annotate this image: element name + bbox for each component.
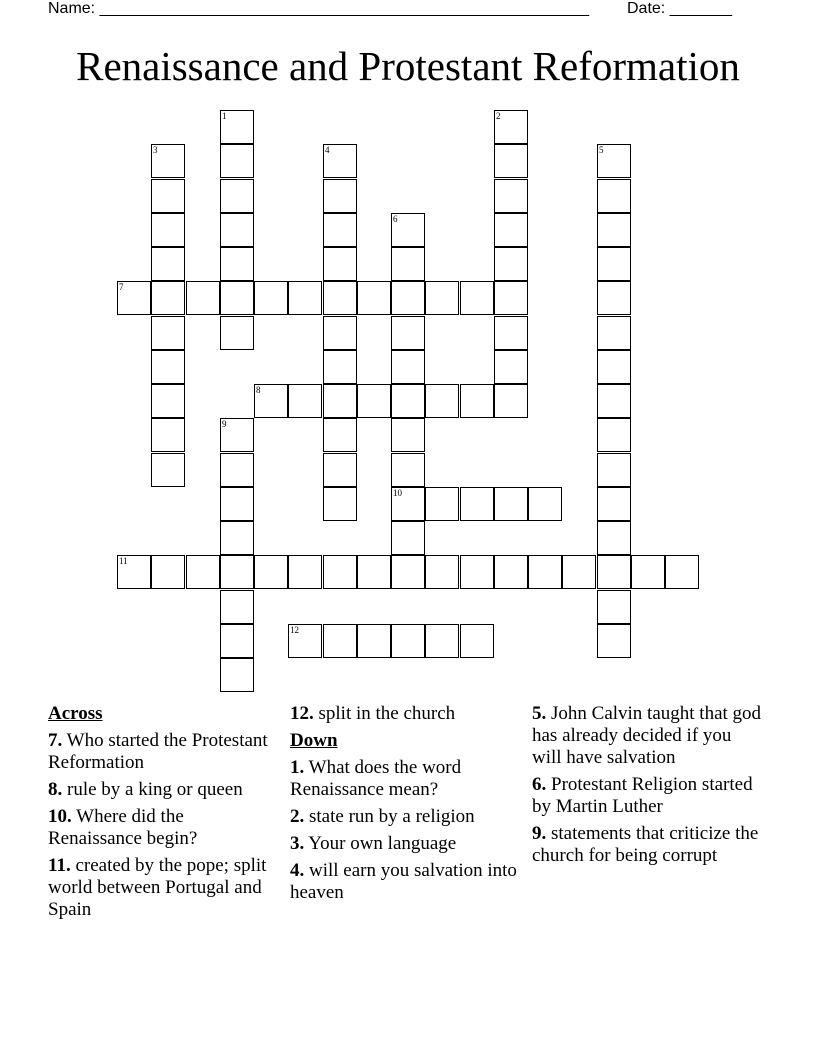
grid-cell[interactable]	[528, 555, 562, 589]
grid-cell[interactable]	[460, 555, 494, 589]
grid-cell[interactable]	[391, 624, 425, 658]
grid-cell[interactable]	[494, 213, 528, 247]
grid-cell[interactable]	[220, 110, 254, 144]
grid-cell[interactable]	[323, 418, 357, 452]
grid-cell[interactable]	[220, 624, 254, 658]
clue-number: 11	[119, 556, 128, 566]
grid-cell[interactable]	[597, 590, 631, 624]
grid-cell[interactable]	[460, 624, 494, 658]
grid-cell[interactable]	[117, 555, 151, 589]
clue-number: 7	[119, 282, 124, 292]
grid-cell[interactable]	[597, 213, 631, 247]
grid-cell[interactable]	[151, 179, 185, 213]
grid-cell[interactable]	[220, 555, 254, 589]
grid-cell[interactable]	[220, 316, 254, 350]
grid-cell[interactable]	[425, 384, 459, 418]
grid-cell[interactable]	[494, 281, 528, 315]
clue-number: 10	[393, 488, 402, 498]
clue-down-6: 6. Protestant Religion started by Martin Luther	[532, 774, 753, 817]
grid-cell[interactable]	[220, 590, 254, 624]
grid-cell[interactable]	[425, 624, 459, 658]
grid-cell[interactable]	[391, 281, 425, 315]
grid-cell[interactable]	[528, 487, 562, 521]
grid-cell[interactable]	[597, 247, 631, 281]
clue-number: 9	[222, 419, 227, 429]
clue-number: 2	[496, 111, 501, 121]
grid-cell[interactable]	[151, 453, 185, 487]
clue-across-8: 8. rule by a king or queen	[48, 779, 243, 800]
grid-cell[interactable]	[597, 418, 631, 452]
clues-column-3	[532, 703, 764, 872]
grid-cell[interactable]	[254, 555, 288, 589]
grid-cell[interactable]	[220, 247, 254, 281]
grid-cell[interactable]	[151, 316, 185, 350]
grid-cell[interactable]	[597, 144, 631, 178]
grid-cell[interactable]	[220, 213, 254, 247]
grid-cell[interactable]	[391, 453, 425, 487]
grid-cell[interactable]	[665, 555, 699, 589]
grid-cell[interactable]	[494, 384, 528, 418]
grid-cell[interactable]	[494, 179, 528, 213]
grid-cell[interactable]	[391, 316, 425, 350]
grid-cell[interactable]	[151, 144, 185, 178]
grid-cell[interactable]	[254, 281, 288, 315]
grid-cell[interactable]	[597, 453, 631, 487]
grid-cell[interactable]	[220, 658, 254, 692]
grid-cell[interactable]	[220, 179, 254, 213]
grid-cell[interactable]	[220, 521, 254, 555]
clues-column-2	[290, 703, 522, 909]
grid-cell[interactable]	[494, 247, 528, 281]
grid-cell[interactable]	[323, 624, 357, 658]
grid-cell[interactable]	[151, 247, 185, 281]
grid-cell[interactable]	[631, 555, 665, 589]
page-title: Renaissance and Protestant Reformation	[76, 43, 740, 89]
grid-cell[interactable]	[597, 521, 631, 555]
grid-cell[interactable]	[494, 110, 528, 144]
name-field-label: Name: _______________________________________________________	[48, 0, 589, 17]
date-field-label: Date: _______	[627, 0, 732, 17]
grid-cell[interactable]	[494, 555, 528, 589]
grid-cell[interactable]	[391, 213, 425, 247]
clue-across-10: 10. Where did the Renaissance begin?	[48, 806, 198, 849]
grid-cell[interactable]	[597, 624, 631, 658]
clue-down-5: 5. John Calvin taught that god has already decided if you will have salvation	[532, 703, 762, 768]
grid-cell[interactable]	[391, 487, 425, 521]
grid-cell[interactable]	[288, 624, 322, 658]
grid-cell[interactable]	[425, 555, 459, 589]
grid-cell[interactable]	[391, 418, 425, 452]
clue-across-11: 11. created by the pope; split world between Portugal and Spain	[48, 855, 267, 920]
grid-cell[interactable]	[357, 555, 391, 589]
grid-cell[interactable]	[323, 555, 357, 589]
grid-cell[interactable]	[597, 179, 631, 213]
grid-cell[interactable]	[357, 384, 391, 418]
clue-down-2: 2. state run by a religion	[290, 806, 475, 827]
grid-cell[interactable]	[597, 350, 631, 384]
grid-cell[interactable]	[597, 316, 631, 350]
grid-cell[interactable]	[391, 350, 425, 384]
grid-cell[interactable]	[186, 281, 220, 315]
grid-cell[interactable]	[460, 281, 494, 315]
grid-cell[interactable]	[391, 384, 425, 418]
grid-cell[interactable]	[391, 247, 425, 281]
clue-down-4: 4. will earn you salvation into heaven	[290, 860, 517, 903]
clue-down-1: 1. What does the word Renaissance mean?	[290, 757, 462, 800]
grid-cell[interactable]	[151, 384, 185, 418]
grid-cell[interactable]	[494, 144, 528, 178]
grid-cell[interactable]	[288, 555, 322, 589]
clue-number: 6	[393, 214, 398, 224]
grid-cell[interactable]	[494, 350, 528, 384]
grid-cell[interactable]	[494, 487, 528, 521]
clue-down-9: 9. statements that criticize the church for being corrupt	[532, 823, 759, 866]
grid-cell[interactable]	[151, 350, 185, 384]
clue-number: 12	[290, 625, 299, 635]
grid-cell[interactable]	[151, 213, 185, 247]
clue-number: 3	[153, 145, 158, 155]
clue-number: 8	[256, 385, 261, 395]
grid-cell[interactable]	[117, 281, 151, 315]
clue-across-12: 12. split in the church	[290, 703, 456, 724]
grid-cell[interactable]	[323, 213, 357, 247]
grid-cell[interactable]	[597, 281, 631, 315]
grid-cell[interactable]	[323, 144, 357, 178]
grid-cell[interactable]	[391, 555, 425, 589]
grid-cell[interactable]	[460, 487, 494, 521]
clue-number: 5	[599, 145, 604, 155]
grid-cell[interactable]	[323, 384, 357, 418]
grid-cell[interactable]	[562, 555, 596, 589]
grid-cell[interactable]	[494, 316, 528, 350]
grid-cell[interactable]	[151, 555, 185, 589]
grid-cell[interactable]	[460, 384, 494, 418]
grid-cell[interactable]	[254, 384, 288, 418]
grid-cell[interactable]	[323, 350, 357, 384]
grid-cell[interactable]	[151, 418, 185, 452]
grid-cell[interactable]	[323, 281, 357, 315]
grid-cell[interactable]	[425, 281, 459, 315]
across-heading: Across	[48, 703, 103, 724]
grid-cell[interactable]	[425, 487, 459, 521]
grid-cell[interactable]	[151, 281, 185, 315]
grid-cell[interactable]	[220, 144, 254, 178]
down-heading: Down	[290, 730, 338, 751]
clue-across-7: 7. Who started the Protestant Reformation	[48, 730, 268, 773]
clues-column-1	[48, 703, 280, 926]
grid-cell[interactable]	[323, 316, 357, 350]
clue-number: 1	[222, 111, 227, 121]
grid-cell[interactable]	[391, 521, 425, 555]
grid-cell[interactable]	[288, 281, 322, 315]
grid-cell[interactable]	[597, 487, 631, 521]
grid-cell[interactable]	[323, 247, 357, 281]
grid-cell[interactable]	[597, 384, 631, 418]
grid-cell[interactable]	[323, 453, 357, 487]
grid-cell[interactable]	[357, 624, 391, 658]
grid-cell[interactable]	[323, 487, 357, 521]
grid-cell[interactable]	[323, 179, 357, 213]
grid-cell[interactable]	[220, 453, 254, 487]
clue-down-3: 3. Your own language	[290, 833, 457, 854]
grid-cell[interactable]	[597, 555, 631, 589]
grid-cell[interactable]	[220, 281, 254, 315]
grid-cell[interactable]	[288, 384, 322, 418]
grid-cell[interactable]	[186, 555, 220, 589]
grid-cell[interactable]	[220, 487, 254, 521]
grid-cell[interactable]	[220, 418, 254, 452]
grid-cell[interactable]	[357, 281, 391, 315]
clue-number: 4	[325, 145, 330, 155]
